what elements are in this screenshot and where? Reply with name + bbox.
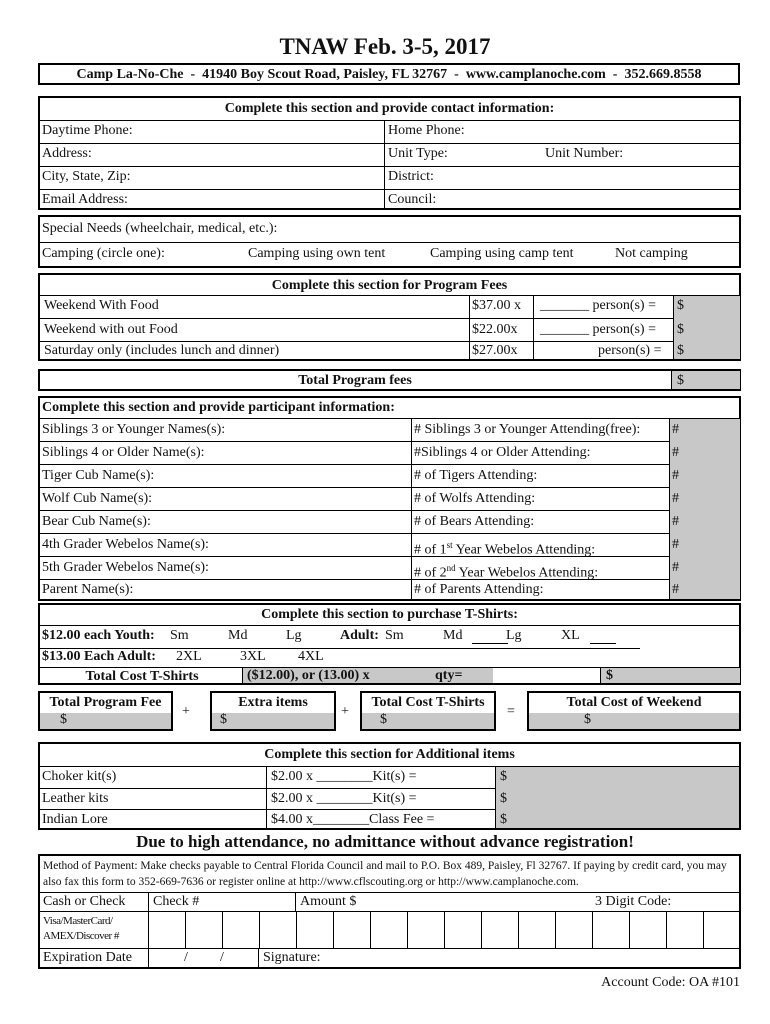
summary-program-fee xyxy=(38,691,173,731)
daytime-phone-field[interactable]: Daytime Phone: xyxy=(42,123,133,138)
participant-name-field[interactable]: Bear Cub Name(s): xyxy=(42,514,151,529)
participant-count-field[interactable]: # xyxy=(672,537,679,552)
participant-count-label: # of Tigers Attending: xyxy=(414,468,538,483)
adult-size-4xl[interactable]: 4XL xyxy=(298,649,324,664)
amount-field[interactable]: Amount $ xyxy=(300,894,357,909)
adult-size-3xl[interactable]: 3XL xyxy=(240,649,266,664)
youth-size-sm[interactable]: Sm xyxy=(170,628,189,643)
card-label-line2: AMEX/Discover # xyxy=(43,930,119,942)
summary-weekend-total-label: Total Cost of Weekend xyxy=(566,695,702,710)
camping-option-camp-tent[interactable]: Camping using camp tent xyxy=(430,246,574,261)
total-program-fees-value[interactable]: $ xyxy=(677,373,684,388)
youth-price-label: $12.00 each Youth: xyxy=(42,628,155,643)
total-program-fees-row xyxy=(38,369,741,391)
youth-size-md[interactable]: Md xyxy=(228,628,248,643)
signature-field[interactable]: Signature: xyxy=(263,950,321,965)
participant-name-field[interactable]: Siblings 3 or Younger Names(s): xyxy=(42,422,226,437)
adult-size-sm[interactable]: Sm xyxy=(385,628,404,643)
fee-row-total[interactable]: $ xyxy=(677,343,684,358)
equals-sign: = xyxy=(507,704,515,719)
tshirt-total-label: Total Cost T-Shirts xyxy=(85,669,199,684)
additional-item-price[interactable]: $2.00 x ________Kit(s) = xyxy=(271,769,417,784)
unit-number-field[interactable]: Unit Number: xyxy=(545,146,624,161)
label-text: Year Webelos Attending: xyxy=(455,565,599,581)
fee-row-total[interactable]: $ xyxy=(677,322,684,337)
summary-tshirt-total xyxy=(360,691,496,731)
expiration-slash[interactable]: / xyxy=(184,950,188,965)
home-phone-field[interactable]: Home Phone: xyxy=(388,123,465,138)
card-number-boxes[interactable] xyxy=(148,911,739,948)
participant-count-field[interactable]: # xyxy=(672,514,679,529)
total-program-fees-label: Total Program fees xyxy=(298,373,412,388)
digit-code-field[interactable]: 3 Digit Code: xyxy=(595,894,672,909)
attendance-notice: Due to high attendance, no admittance without advance registration! xyxy=(136,832,634,851)
check-number-field[interactable]: Check # xyxy=(153,894,200,909)
ordinal-suffix: st xyxy=(446,540,453,550)
plus-sign: + xyxy=(341,704,349,719)
label-text: Year Webelos Attending: xyxy=(452,542,596,558)
additional-item-price[interactable]: $2.00 x ________Kit(s) = xyxy=(271,791,417,806)
participant-count-field[interactable]: # xyxy=(672,445,679,460)
summary-tshirt-total-label: Total Cost T-Shirts xyxy=(371,695,485,710)
expiration-label: Expiration Date xyxy=(43,950,133,965)
additional-item-total[interactable]: $ xyxy=(500,769,507,784)
special-needs-field[interactable]: Special Needs (wheelchair, medical, etc.): xyxy=(42,221,278,236)
summary-weekend-total xyxy=(527,691,741,731)
camping-option-not-camping[interactable]: Not camping xyxy=(615,246,688,261)
participant-count-label: # of Parents Attending: xyxy=(414,582,544,597)
tshirt-formula: ($12.00), or (13.00) x xyxy=(247,668,370,683)
additional-items-section xyxy=(38,742,741,830)
camp-info: Camp La-No-Che - 41940 Boy Scout Road, Paisley, FL 32767 - www.camplanoche.com - 352.669.8558 xyxy=(38,63,740,85)
summary-program-fee-label: Total Program Fee xyxy=(49,695,162,710)
contact-header: Complete this section and provide contact information: xyxy=(224,101,555,116)
adult-price-label: $13.00 Each Adult: xyxy=(42,649,156,664)
additional-items-header: Complete this section for Additional items xyxy=(264,747,515,762)
additional-item-total[interactable]: $ xyxy=(500,812,507,827)
tshirt-header: Complete this section to purchase T-Shirts: xyxy=(261,607,518,622)
fee-row-price: $27.00x xyxy=(472,343,518,358)
summary-tshirt-total-value[interactable]: $ xyxy=(380,712,387,727)
youth-size-lg[interactable]: Lg xyxy=(286,628,302,643)
address-field[interactable]: Address: xyxy=(42,146,92,161)
city-state-zip-field[interactable]: City, State, Zip: xyxy=(42,169,131,184)
participant-count-label: # of Wolfs Attending: xyxy=(414,491,536,506)
participant-count-label: # Siblings 3 or Younger Attending(free): xyxy=(414,422,641,437)
additional-item-name: Indian Lore xyxy=(42,812,108,827)
participants-header: Complete this section and provide participant information: xyxy=(42,400,395,415)
fee-row-price: $37.00 x xyxy=(472,298,521,313)
participant-name-field[interactable]: Tiger Cub Name(s): xyxy=(42,468,155,483)
payment-section xyxy=(38,854,741,969)
participant-name-field[interactable]: 4th Grader Webelos Name(s): xyxy=(42,537,209,552)
card-label-line1: Visa/MasterCard/ xyxy=(43,915,113,927)
cash-or-check-label[interactable]: Cash or Check xyxy=(43,894,126,909)
participant-count-field[interactable]: # xyxy=(672,491,679,506)
label-text: # of 2 xyxy=(414,565,447,581)
card-label xyxy=(43,914,147,944)
participant-name-field[interactable]: Wolf Cub Name(s): xyxy=(42,491,153,506)
fee-row-name: Weekend with out Food xyxy=(44,322,178,337)
participant-count-field[interactable]: # xyxy=(672,468,679,483)
plus-sign: + xyxy=(182,704,190,719)
participant-count-field[interactable]: # xyxy=(672,560,679,575)
participant-name-field[interactable]: Siblings 4 or Older Name(s): xyxy=(42,445,205,460)
participant-count-label xyxy=(414,535,668,561)
summary-extra-items xyxy=(210,691,336,731)
tshirt-qty[interactable]: qty= xyxy=(435,668,463,683)
unit-type-field[interactable]: Unit Type: xyxy=(388,146,448,161)
ordinal-suffix: nd xyxy=(446,563,456,573)
contact-section xyxy=(38,96,741,210)
participant-count-label: #Siblings 4 or Older Attending: xyxy=(414,445,591,460)
fee-row-persons[interactable]: person(s) = xyxy=(598,343,662,358)
summary-extra-items-value[interactable]: $ xyxy=(220,712,227,727)
participants-section xyxy=(38,396,741,601)
additional-item-name: Leather kits xyxy=(42,791,109,806)
label-text: # of 1 xyxy=(414,542,447,558)
fee-row-persons[interactable]: _______ person(s) = xyxy=(540,322,656,337)
tshirt-section xyxy=(38,603,741,685)
special-needs-section xyxy=(38,215,741,268)
additional-item-name: Choker kit(s) xyxy=(42,769,117,784)
adult-size-md[interactable]: Md xyxy=(443,628,463,643)
additional-item-price[interactable]: $4.00 x________Class Fee = xyxy=(271,812,435,827)
form-title: TNAW Feb. 3-5, 2017 xyxy=(279,34,491,59)
account-code: Account Code: OA #101 xyxy=(601,975,740,990)
summary-weekend-total-value[interactable]: $ xyxy=(584,712,591,727)
participant-name-field[interactable]: Parent Name(s): xyxy=(42,582,134,597)
tshirt-total-value[interactable]: $ xyxy=(606,668,613,683)
fee-row-total[interactable]: $ xyxy=(677,298,684,313)
summary-program-fee-value[interactable]: $ xyxy=(60,712,67,727)
fee-row-name: Weekend With Food xyxy=(44,298,159,313)
participant-count-field[interactable]: # xyxy=(672,422,679,437)
program-fees-section xyxy=(38,273,741,361)
participant-name-field[interactable]: 5th Grader Webelos Name(s): xyxy=(42,560,209,575)
adult-size-2xl[interactable]: 2XL xyxy=(176,649,202,664)
district-field[interactable]: District: xyxy=(388,169,434,184)
participant-count-field[interactable]: # xyxy=(672,582,679,597)
adult-size-lg[interactable]: Lg xyxy=(506,628,522,643)
fee-row-price: $22.00x xyxy=(472,322,518,337)
fee-row-persons[interactable]: _______ person(s) = xyxy=(540,298,656,313)
program-fees-header: Complete this section for Program Fees xyxy=(271,278,508,293)
camping-label: Camping (circle one): xyxy=(42,246,165,261)
expiration-slash[interactable]: / xyxy=(220,950,224,965)
adult-label: Adult: xyxy=(340,628,379,643)
fee-row-name: Saturday only (includes lunch and dinner) xyxy=(44,343,280,358)
additional-item-total[interactable]: $ xyxy=(500,791,507,806)
payment-method-text: Method of Payment: Make checks payable to Central Florida Council and mail to P.O. Box 489, Paisley, Fl 32767. If paying by credit card, you may also fax this form to 352-669-7636 or register online at http://www.cflscouting.org or http://www.camplanoche.com. xyxy=(43,860,727,888)
adult-size-xl[interactable]: XL xyxy=(561,628,580,643)
participant-count-label: # of Bears Attending: xyxy=(414,514,535,529)
council-field[interactable]: Council: xyxy=(388,192,437,207)
camping-option-own-tent[interactable]: Camping using own tent xyxy=(248,246,386,261)
email-field[interactable]: Email Address: xyxy=(42,192,128,207)
summary-extra-items-label: Extra items xyxy=(238,695,308,710)
